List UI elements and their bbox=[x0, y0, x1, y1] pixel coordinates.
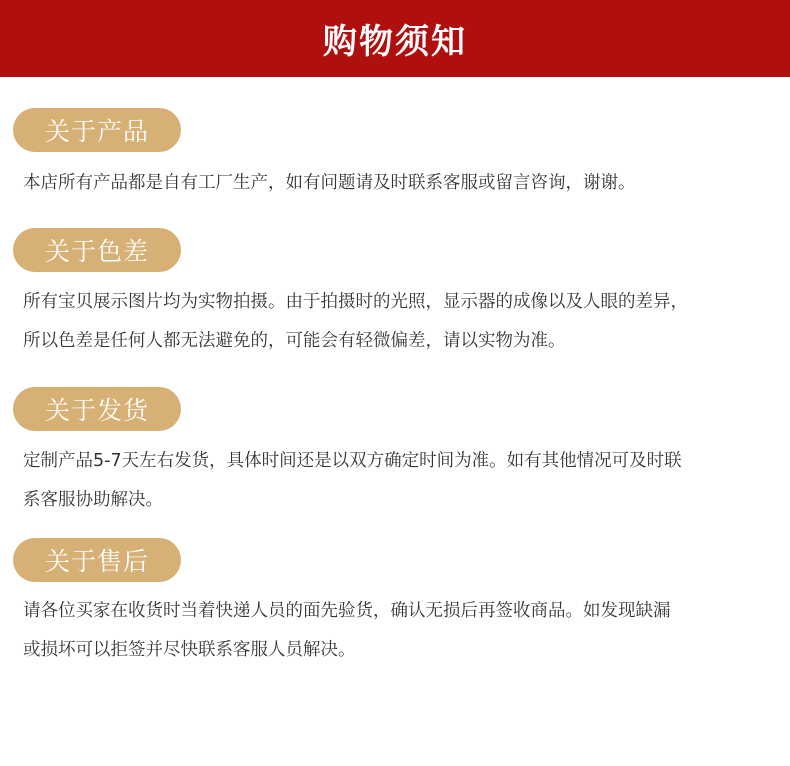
section-heading-badge bbox=[13, 108, 181, 152]
page-title: 购物须知 bbox=[323, 22, 467, 62]
body-line: 或损坏可以拒签并尽快联系客服人员解决。 bbox=[23, 640, 356, 660]
section-body bbox=[23, 283, 773, 361]
section-heading: 关于色差 bbox=[44, 237, 149, 266]
body-line: 请各位买家在收货时当着快递人员的面先验货，确认无损后再签收商品。如发现缺漏 bbox=[23, 601, 671, 621]
body-line: 所以色差是任何人都无法避免的，可能会有轻微偏差，请以实物为准。 bbox=[23, 331, 566, 351]
section-heading-badge bbox=[13, 387, 181, 431]
body-line: 所有宝贝展示图片均为实物拍摄。由于拍摄时的光照，显示器的成像以及人眼的差异， bbox=[23, 292, 688, 312]
section-heading-badge bbox=[13, 538, 181, 582]
section-body bbox=[23, 592, 773, 670]
section-body bbox=[23, 164, 773, 203]
section-heading: 关于产品 bbox=[44, 117, 149, 146]
header-banner bbox=[0, 0, 790, 77]
section-heading: 关于售后 bbox=[44, 547, 149, 576]
section-heading-badge bbox=[13, 228, 181, 272]
section-body bbox=[23, 442, 773, 520]
body-line: 定制产品5-7天左右发货，具体时间还是以双方确定时间为准。如有其他情况可及时联 bbox=[23, 451, 682, 471]
body-line: 本店所有产品都是自有工厂生产，如有问题请及时联系客服或留言咨询，谢谢。 bbox=[23, 173, 636, 193]
section-heading: 关于发货 bbox=[44, 396, 149, 425]
body-line: 系客服协助解决。 bbox=[23, 490, 163, 510]
